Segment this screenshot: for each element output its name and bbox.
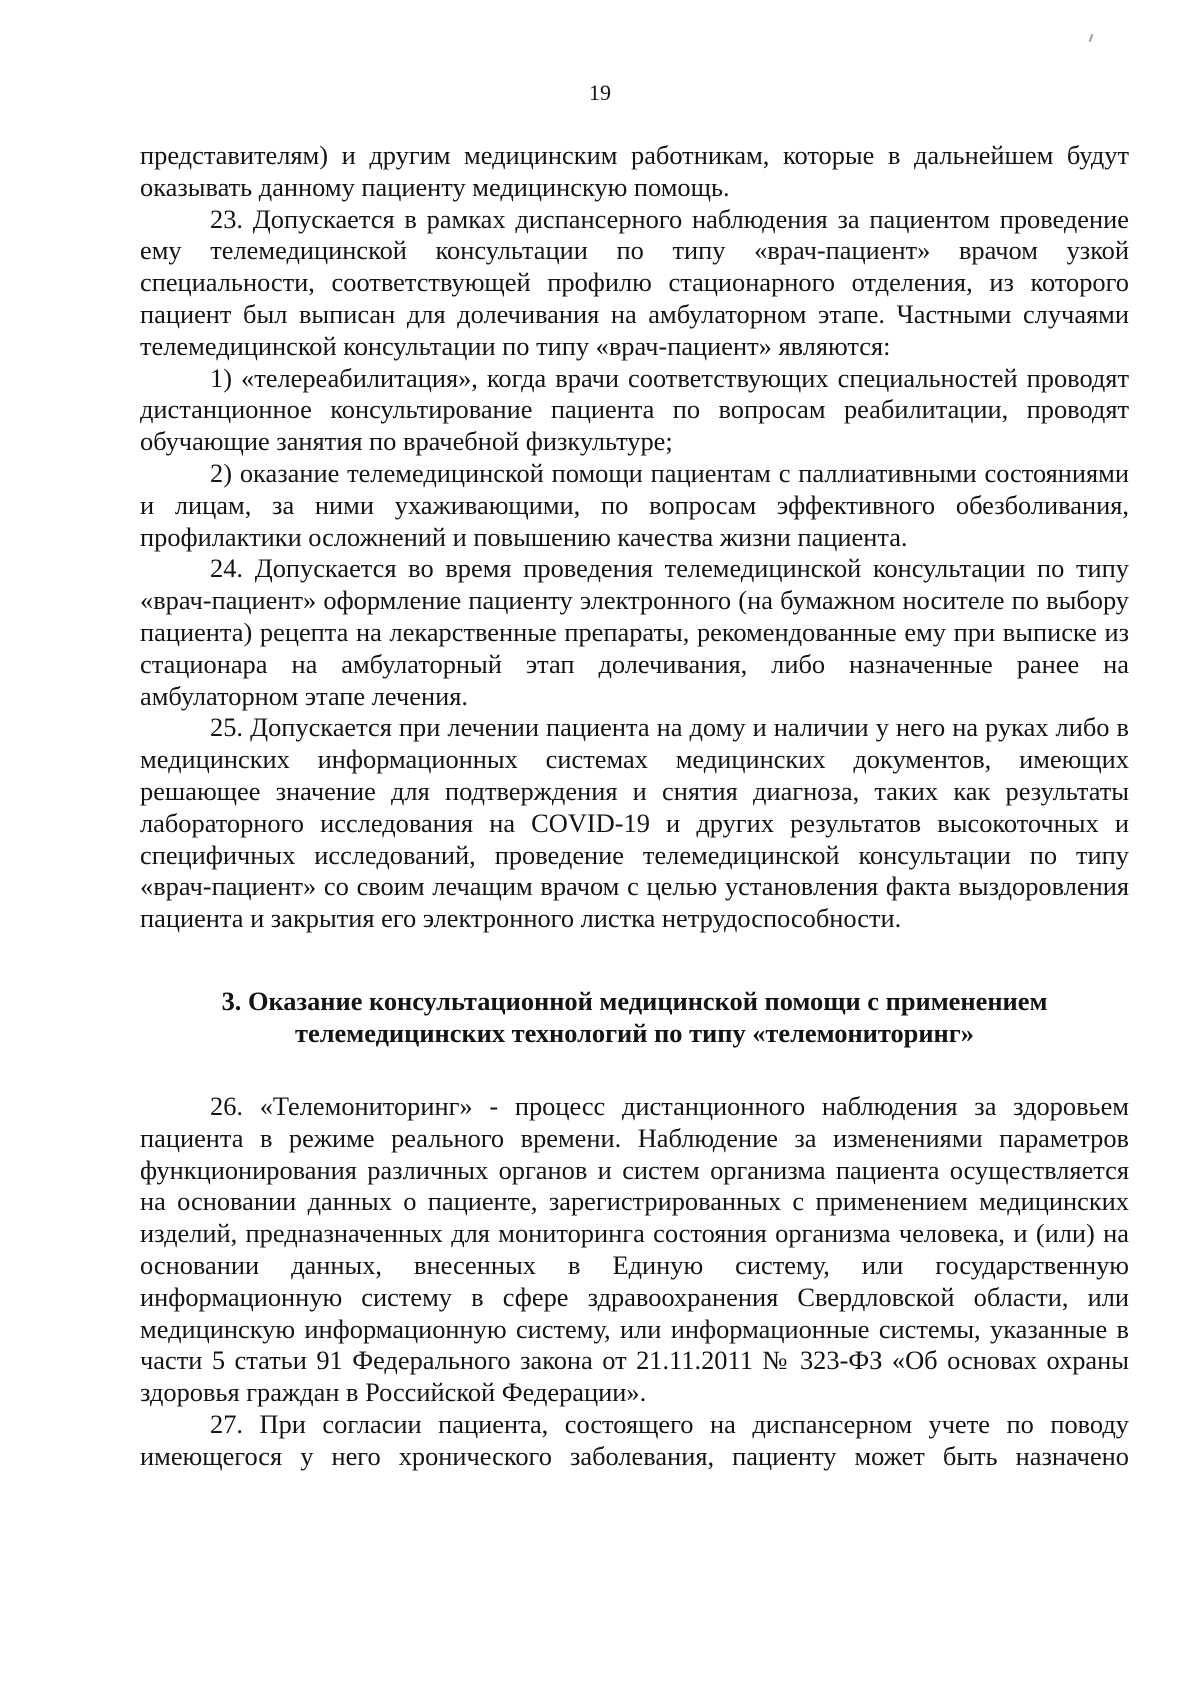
paragraph-24 (140, 553, 1129, 712)
paragraph-continuation (140, 140, 1129, 204)
paragraph-number: 24. (210, 553, 243, 584)
list-item-text: «телереабилитация», когда врачи соответствующих специальностей проводят дистанционное консультирование пациента по вопросам реабилитации, проводят обучающие занятия по врачебной физкультуре; (140, 362, 1129, 457)
list-item-1 (140, 363, 1129, 458)
paragraph-text: «Телемониторинг» - процесс дистанционного наблюдения за здоровьем пациента в режиме реального времени. Наблюдение за изменениями параметров функционирования различных органов и систем организма пациента осуществляется на основании данных о пациенте, зарегистрированных с применением медицинских изделий, предназначенных для мониторинга состояния организма человека, и (или) на основании данных, внесенных в Единую систему, или государственную информационную систему в сфере здравоохранения Свердловской области, или медицинскую информационную систему, или информационные системы, указанные в части 5 статьи 91 Федерального закона от 21.11.2011 № 323-ФЗ «Об основах охраны здоровья граждан в Российской Федерации». (140, 1090, 1129, 1408)
document-body (140, 140, 1129, 1472)
paragraph-27 (140, 1409, 1129, 1473)
scan-mark (1089, 34, 1094, 42)
section-heading-line-1: 3. Оказание консультационной медицинской помощи с применением (221, 985, 1048, 1016)
paragraph-number: 25. (210, 712, 243, 743)
paragraph-23 (140, 204, 1129, 363)
paragraph-number: 27. (210, 1408, 243, 1439)
section-heading-line-2: телемедицинских технологий по типу «телемониторинг» (295, 1017, 974, 1048)
paragraph-text: Допускается во время проведения телемедицинской консультации по типу «врач-пациент» оформление пациенту электронного (на бумажном носителе по выбору пациента) рецепта на лекарственные препараты, рекомендованные ему при выписке из стационара на амбулаторный этап долечивания, либо назначенные ранее на амбулаторном этапе лечения. (140, 553, 1129, 711)
paragraph-25 (140, 712, 1129, 935)
list-item-number: 1) (210, 362, 232, 393)
paragraph-26 (140, 1091, 1129, 1409)
page-number: 19 (589, 80, 611, 105)
paragraph-number: 23. (210, 203, 243, 234)
section-heading (140, 985, 1129, 1049)
paragraph-text: представителям) и другим медицинским работникам, которые в дальнейшем будут оказывать данному пациенту медицинскую помощь. (140, 140, 1129, 202)
list-item-2 (140, 458, 1129, 553)
list-item-text: оказание телемедицинской помощи пациентам с паллиативными состояниями и лицам, за ними ухаживающими, по вопросам эффективного обезболивания, профилактики осложнений и повышению качества жизни пациента. (140, 457, 1129, 552)
paragraph-text: Допускается при лечении пациента на дому и наличии у него на руках либо в медицинских информационных системах медицинских документов, имеющих решающее значение для подтверждения и снятия диагноза, таких как результаты лабораторного исследования на COVID-19 и других результатов высокоточных и специфичных исследований, проведение телемедицинской консультации по типу «врач-пациент» со своим лечащим врачом с целью установления факта выздоровления пациента и закрытия его электронного листка нетрудоспособности. (140, 712, 1129, 934)
paragraph-text: При согласии пациента, состоящего на диспансерном учете по поводу имеющегося у него хронического заболевания, пациенту может быть назначено (140, 1408, 1129, 1471)
paragraph-text: Допускается в рамках диспансерного наблюдения за пациентом проведение ему телемедицинской консультации по типу «врач-пациент» врачом узкой специальности, соответствующей профилю стационарного отделения, из которого пациент был выписан для долечивания на амбулаторном этапе. Частными случаями телемедицинской консультации по типу «врач-пациент» являются: (140, 203, 1129, 361)
paragraph-number: 26. (210, 1090, 243, 1121)
list-item-number: 2) (210, 457, 232, 488)
